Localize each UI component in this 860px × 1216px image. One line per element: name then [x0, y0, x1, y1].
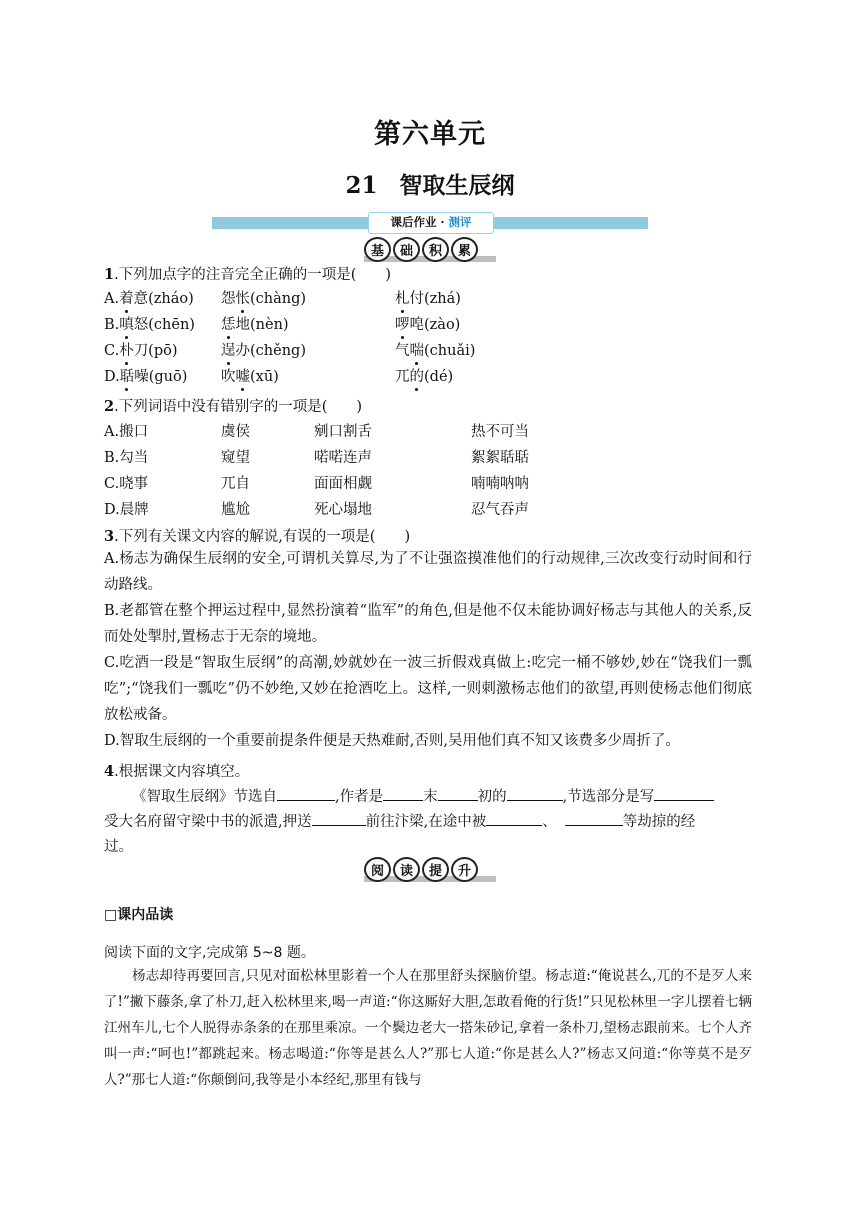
q1-stem	[104, 263, 391, 284]
fill-text: 等劫掠的经	[622, 814, 696, 830]
q1-option-cell	[221, 287, 306, 308]
option-text: 吹	[221, 369, 236, 385]
option-text: (chàng)	[250, 291, 307, 307]
q2-option-cell: 虞侯	[221, 424, 250, 440]
q4-fill-line-1	[132, 785, 714, 806]
q3-option-c: C.吃酒一段是“智取生辰纲”的高潮,妙就妙在一波三折假戏真做上:吃完一桶不够妙,妙在“饶我们一瓢吃”;“饶我们一瓢吃”仍不妙绝,又妙在抢酒吃上。这样,一则刺激杨志他们的欲望,再则使杨志他们彻底放松戒备。	[104, 655, 752, 723]
dotted-character: 着	[119, 287, 134, 308]
q1-option-cell	[395, 287, 461, 308]
banner-highlight: 测评	[448, 215, 472, 229]
dotted-character: 的	[410, 365, 425, 386]
option-text: 刀(pō)	[133, 343, 178, 359]
fill-text: 初的	[477, 789, 507, 805]
q1-option-cell	[221, 339, 306, 360]
heading-char: 累	[451, 237, 478, 262]
question-number: 1	[104, 266, 115, 283]
q2-option-cell: 喃喃呐呐	[471, 476, 529, 492]
option-text: C.	[104, 343, 120, 359]
option-text: B.	[104, 317, 120, 333]
fill-text: 《智取生辰纲》节选自	[132, 789, 277, 805]
heading-char: 础	[393, 237, 420, 262]
fill-text: ,作者是	[335, 789, 384, 805]
fill-blank[interactable]	[486, 811, 542, 826]
q1-option-cell	[104, 313, 195, 334]
fill-text: 前往汴梁,在途中被	[365, 814, 487, 830]
q2-option-cell: A.搬口	[104, 424, 149, 440]
q2-option-cell: 喏喏连声	[314, 450, 372, 466]
q1-option-cell	[104, 287, 194, 308]
fill-blank[interactable]	[507, 786, 563, 801]
q1-option-cell	[395, 313, 460, 334]
dotted-character: 嘘	[236, 365, 251, 386]
heading-char: 阅	[364, 857, 391, 882]
fill-text: ,节选部分是写	[562, 789, 655, 805]
q1-option-cell	[221, 365, 279, 386]
heading-char: 积	[422, 237, 449, 262]
option-text: 怨	[221, 291, 236, 307]
fill-text: 末	[423, 789, 438, 805]
option-text: (xū)	[250, 369, 279, 385]
fill-blank[interactable]	[312, 811, 366, 826]
option-text: (chuǎi)	[424, 343, 476, 359]
dotted-character: 喘	[410, 339, 425, 360]
option-text: A.	[104, 291, 120, 307]
heading-char: 升	[451, 857, 478, 882]
dotted-character: 嗔	[119, 313, 134, 334]
heading-char: 基	[364, 237, 391, 262]
option-text: 唣(zào)	[409, 317, 461, 333]
heading-char: 读	[393, 857, 420, 882]
fill-text: 、	[542, 814, 557, 830]
option-text: 气	[395, 343, 410, 359]
reading-passage: 杨志却待再要回言,只见对面松林里影着一个人在那里舒头探脑价望。杨志道:“俺说甚么,兀的不是歹人来了!”撇下藤条,拿了朴刀,赶入松林里来,喝一声道:“你这厮好大胆,怎敢看俺的行货!”只见松林里一字儿摆着七辆江州车儿,七个人脱得赤条条的在那里乘凉。一个鬓边老大一搭朱砂记,拿着一条朴刀,望杨志跟前来。七个人齐叫一声:“呵也!”都跳起来。杨志喝道:“你等是甚么人?”那七人道:“你是甚么人?”杨志又问道:“你等莫不是歹人?”那七人道:“你颠倒问,我等是小本经纪,那里有钱与	[104, 968, 752, 1088]
q1-option-cell	[395, 365, 453, 386]
fill-text: 受大名府留守梁中书的派遣,押送	[104, 814, 312, 830]
option-text: 付(zhá)	[409, 291, 461, 307]
section-heading-basics	[364, 238, 496, 262]
q2-option-cell: 忍气吞声	[471, 502, 529, 518]
question-text: .下列有关课文内容的解说,有误的一项是( )	[114, 529, 411, 545]
q4-fill-line-3: 过。	[104, 839, 133, 855]
option-text: 意(zháo)	[133, 291, 194, 307]
dotted-character: 怅	[236, 287, 251, 308]
q3-option-b: B.老都管在整个押运过程中,显然扮演着“监军”的角色,但是他不仅未能协调好杨志与其他人的关系,反而处处掣肘,置杨志于无奈的境地。	[104, 603, 752, 645]
option-text: 怒(chēn)	[133, 317, 195, 333]
q3-option-d: D.智取生辰纲的一个重要前提条件便是天热难耐,否则,吴用他们真不知又该费多少周折了。	[104, 733, 680, 749]
dotted-character: 啰	[395, 313, 410, 334]
lesson-number: 21	[345, 172, 378, 199]
lesson-title	[0, 167, 860, 200]
q2-option-cell: 死心塌地	[314, 502, 372, 518]
in-class-reading-heading: □课内品读	[104, 907, 174, 923]
option-text: 办(chěng)	[235, 343, 306, 359]
fill-blank[interactable]	[383, 786, 423, 801]
question-number: 3	[104, 528, 115, 545]
q3-option-a: A.杨志为确保生辰纲的安全,可谓机关算尽,为了不让强盗摸准他们的行动规律,三次改变行动时间和行动路线。	[104, 551, 752, 593]
q4-fill-line-2	[104, 810, 695, 831]
q2-option-cell: C.哓事	[104, 476, 149, 492]
dotted-character: 逞	[221, 339, 236, 360]
option-text: D.	[104, 369, 120, 385]
q2-option-cell: 絮絮聒聒	[471, 450, 529, 466]
option-text: (dé)	[424, 369, 454, 385]
question-number: 2	[104, 398, 115, 415]
q2-option-cell: 面面相觑	[314, 476, 372, 492]
question-text: .下列词语中没有错别字的一项是( )	[114, 399, 363, 415]
dotted-character: 朴	[119, 339, 134, 360]
heading-char: 提	[422, 857, 449, 882]
dotted-character: 聒	[120, 365, 135, 386]
q2-option-cell: 热不可当	[471, 424, 529, 440]
fill-blank[interactable]	[438, 786, 478, 801]
q2-option-cell: 尴尬	[221, 502, 250, 518]
q3-stem	[104, 525, 410, 546]
q4-stem	[104, 760, 249, 781]
q1-option-cell	[104, 339, 178, 360]
question-text: .根据课文内容填空。	[114, 764, 250, 780]
question-text: .下列加点字的注音完全正确的一项是( )	[114, 267, 392, 283]
dotted-character: 札	[395, 287, 410, 308]
fill-blank[interactable]	[277, 786, 335, 801]
section-heading-reading	[364, 858, 496, 882]
option-text: 噪(guō)	[134, 369, 188, 385]
q1-option-cell	[395, 339, 475, 360]
question-number: 4	[104, 763, 115, 780]
q1-option-cell	[221, 313, 289, 334]
q2-option-cell: B.勾当	[104, 450, 149, 466]
fill-blank[interactable]	[654, 786, 714, 801]
q2-option-cell: 兀自	[221, 476, 250, 492]
banner-text: 课后作业 ·	[390, 215, 449, 229]
dotted-character: 恁	[221, 313, 236, 334]
reading-instruction: 阅读下面的文字,完成第 5~8 题。	[104, 945, 315, 961]
q2-option-cell: 剜口割舌	[314, 424, 372, 440]
fill-blank[interactable]	[565, 811, 623, 826]
option-text: 地(nèn)	[235, 317, 289, 333]
q2-option-cell: D.晨牌	[104, 502, 149, 518]
q2-stem	[104, 395, 362, 416]
q1-option-cell	[104, 365, 187, 386]
option-text: 兀	[395, 369, 410, 385]
q2-option-cell: 窥望	[221, 450, 250, 466]
banner-label	[368, 212, 494, 234]
unit-title: 第六单元	[374, 119, 486, 150]
lesson-name: 智取生辰纲	[399, 172, 515, 199]
